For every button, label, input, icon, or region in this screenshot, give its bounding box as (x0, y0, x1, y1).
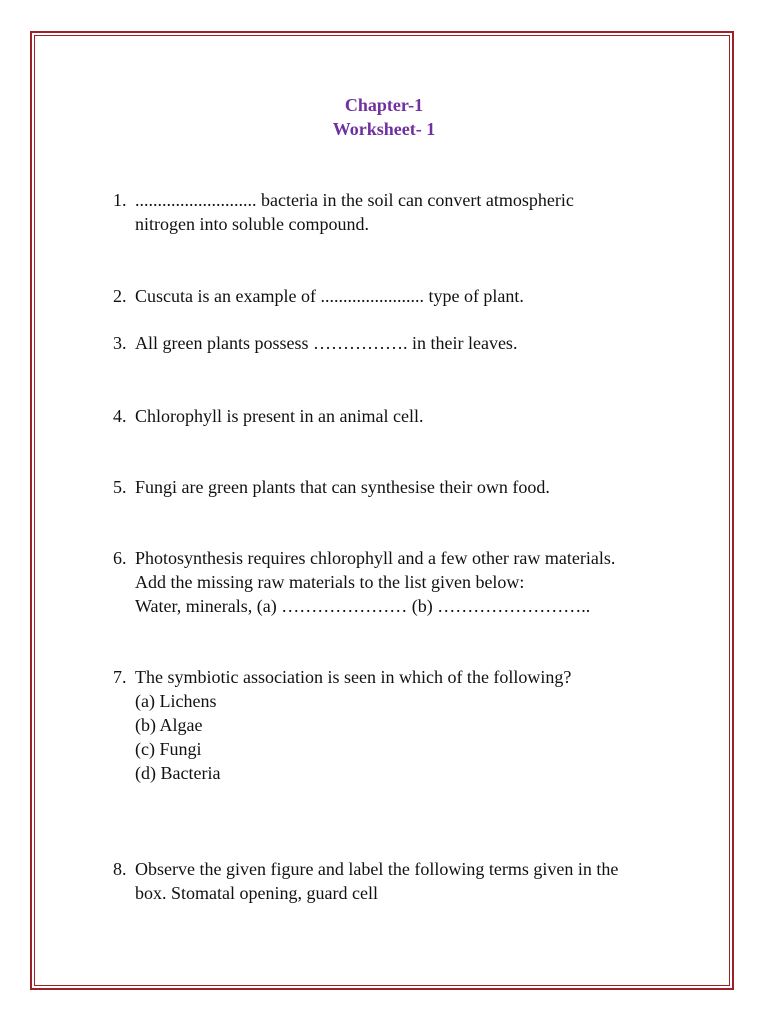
question-number: 1. (113, 190, 127, 210)
question-text-line: Water, minerals, (a) ………………… (b) …………………….. (135, 596, 591, 616)
question-text-line: nitrogen into soluble compound. (135, 214, 369, 234)
question-text-line: Chlorophyll is present in an animal cell. (135, 406, 424, 426)
worksheet-title: Worksheet- 1 (332, 119, 436, 139)
chapter-title: Chapter-1 (344, 95, 424, 115)
page-border-inner (34, 35, 730, 986)
question-number: 7. (113, 667, 127, 687)
question-number: 8. (113, 859, 127, 879)
question-text-line: All green plants possess ……………. in their leaves. (135, 333, 518, 353)
option-b: (b) Algae (135, 715, 203, 735)
question-text-line: ........................... bacteria in the soil can convert atmospheric (135, 190, 574, 210)
question-text-line: Observe the given figure and label the following terms given in the (135, 859, 619, 879)
question-number: 5. (113, 477, 127, 497)
question-text-line: The symbiotic association is seen in which of the following? (135, 667, 572, 687)
question-text-line: Fungi are green plants that can synthesise their own food. (135, 477, 550, 497)
question-text-line: Photosynthesis requires chlorophyll and a few other raw materials. (135, 548, 616, 568)
question-number: 4. (113, 406, 127, 426)
question-number: 3. (113, 333, 127, 353)
question-text-line: Cuscuta is an example of ....................... type of plant. (135, 286, 524, 306)
option-c: (c) Fungi (135, 739, 202, 759)
question-number: 2. (113, 286, 127, 306)
option-d: (d) Bacteria (135, 763, 221, 783)
question-number: 6. (113, 548, 127, 568)
option-a: (a) Lichens (135, 691, 217, 711)
question-text-line: Add the missing raw materials to the list given below: (135, 572, 525, 592)
question-text-line: box. Stomatal opening, guard cell (135, 883, 378, 903)
